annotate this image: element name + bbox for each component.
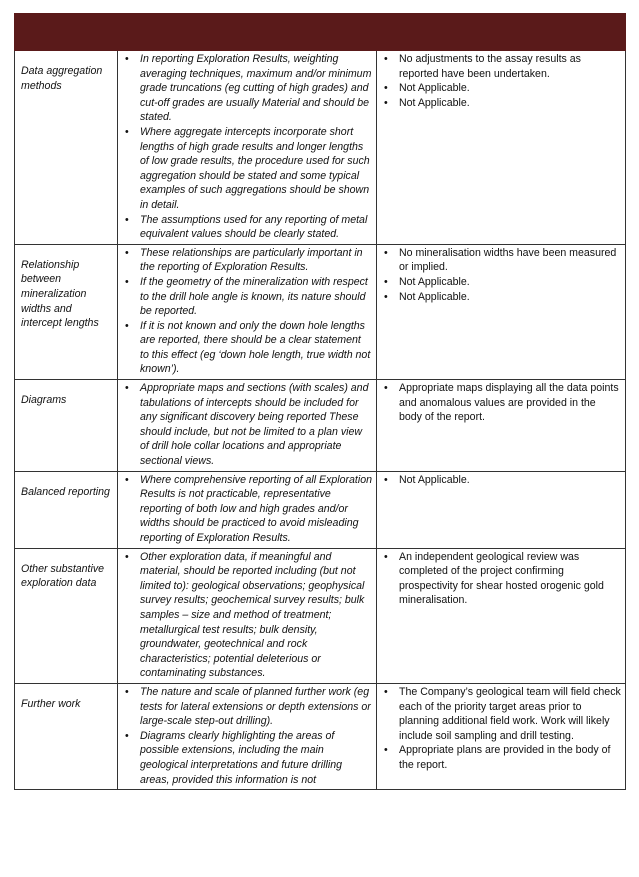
commentary-text: No mineralisation widths have been measured or implied. [399,246,617,274]
criteria-cell [15,683,118,789]
criteria-cell [15,548,118,683]
header-cell-commentary [377,14,626,51]
bullet-icon: • [384,96,388,109]
bullet-icon: • [125,53,129,65]
header-cell-explanation [118,14,377,51]
bullet-icon: • [384,550,388,563]
criteria-cell [15,380,118,472]
explanation-list [118,246,372,377]
explanation-text: Diagrams clearly highlighting the areas of possible extensions, including the main geological interpretations and future drilling areas, provided this information is not [140,729,342,786]
explanation-text: Appropriate maps and sections (with scales) and tabulations of intercepts should be included for any significant discovery being reported These should include, but not be limited to a plan view of drill hole collar locations and appropriate sectional views. [140,382,369,468]
explanation-list [118,381,372,469]
commentary-cell [377,548,626,683]
table-row [15,51,626,245]
bullet-icon: • [125,685,129,698]
list-item [384,96,621,111]
list-item [384,550,621,608]
list-item [125,52,372,125]
commentary-text: No adjustments to the assay results as reported have been undertaken. [399,53,581,80]
bullet-icon: • [384,744,388,757]
explanation-text: The assumptions used for any reporting of metal equivalent values should be clearly stated. [140,213,368,241]
commentary-cell [377,471,626,548]
explanation-list [118,550,372,681]
bullet-icon: • [384,275,388,288]
criteria-label: Data aggregation methods [21,65,103,92]
table-row [15,683,626,789]
list-item [384,246,621,275]
explanation-text: The nature and scale of planned further work (eg tests for lateral extensions or depth extensions or large-scale step-out drilling). [140,685,371,728]
explanation-cell [118,471,377,548]
table-row [15,548,626,683]
explanation-list [118,52,372,242]
list-item [384,290,621,305]
bullet-icon: • [384,53,388,65]
list-item [384,685,621,743]
explanation-text: Where comprehensive reporting of all Exploration Results is not practicable, representative reporting of both low and high grades and/or widths should be practiced to avoid misleading reporting of Exploration Results. [140,473,373,544]
explanation-list [118,473,372,546]
explanation-text: Where aggregate intercepts incorporate short lengths of high grade results and longer lengths of low grade results, the procedure used for such aggregation should be stated and some typical examples of such aggregations should be shown in detail. [140,125,370,211]
bullet-icon: • [125,729,129,742]
bullet-icon: • [384,685,388,698]
commentary-text: Not Applicable. [399,473,470,486]
bullet-icon: • [125,275,129,288]
commentary-cell [377,51,626,245]
explanation-text: If it is not known and only the down hole lengths are reported, there should be a clear statement to this effect (eg ‘down hole length, true width not known’). [140,319,371,376]
criteria-cell [15,51,118,245]
jorc-table [14,13,626,790]
bullet-icon: • [384,382,388,395]
commentary-text: Appropriate maps displaying all the data points and anomalous values are provided in the body of the report. [399,382,619,424]
list-item [125,381,372,469]
list-item [384,743,621,772]
criteria-label: Diagrams [21,394,67,407]
list-item [125,125,372,213]
explanation-cell [118,51,377,245]
commentary-list [377,550,621,608]
commentary-list [377,246,621,304]
bullet-icon: • [125,319,129,332]
bullet-icon: • [125,246,129,259]
commentary-text: Appropriate plans are provided in the body of the report. [399,744,611,771]
bullet-icon: • [125,213,129,226]
list-item [384,81,621,96]
explanation-cell [118,244,377,379]
bullet-icon: • [125,125,129,138]
explanation-cell [118,380,377,472]
list-item [125,729,372,787]
explanation-text: These relationships are particularly important in the reporting of Exploration Results. [140,246,363,274]
list-item [125,246,372,275]
header-cell-criteria [15,14,118,51]
list-item [125,319,372,377]
commentary-text: Not Applicable. [399,96,470,109]
criteria-label: Balanced reporting [21,485,110,498]
criteria-label: Further work [21,697,81,710]
commentary-text: Not Applicable. [399,82,470,95]
explanation-cell [118,683,377,789]
table-row [15,244,626,379]
commentary-list [377,52,621,110]
explanation-cell [118,548,377,683]
list-item [384,473,621,488]
commentary-list [377,381,621,425]
table-row [15,380,626,472]
commentary-cell [377,683,626,789]
commentary-text: The Company’s geological team will field check each of the priority target areas prior to planning additional field work. Work will likely include soil sampling and drill testing. [399,685,621,742]
commentary-cell [377,244,626,379]
explanation-list [118,685,372,787]
list-item [125,213,372,242]
commentary-list [377,685,621,773]
list-item [125,685,372,729]
table-header-row [15,14,626,51]
bullet-icon: • [125,382,129,395]
table-row [15,471,626,548]
bullet-icon: • [384,473,388,486]
criteria-cell [15,471,118,548]
bullet-icon: • [125,473,129,486]
bullet-icon: • [384,290,388,303]
commentary-cell [377,380,626,472]
explanation-text: In reporting Exploration Results, weighting averaging techniques, maximum and/or minimum grade truncations (eg cutting of high grades) and cut-off grades are usually Material and should be stated. [140,53,372,124]
list-item [384,381,621,425]
commentary-list [377,473,621,488]
list-item [384,275,621,290]
bullet-icon: • [125,550,129,563]
list-item [384,52,621,81]
commentary-text: Not Applicable. [399,275,470,288]
explanation-text: If the geometry of the mineralization with respect to the drill hole angle is known, its nature should be reported. [140,275,368,318]
bullet-icon: • [384,246,388,259]
bullet-icon: • [384,82,388,95]
commentary-text: An independent geological review was completed of the project confirming prospectivity for shear hosted orogenic gold mineralisation. [399,550,604,607]
explanation-text: Other exploration data, if meaningful and material, should be reported including (but not limited to): geological observations; geophysical survey results; geochemical survey results; bulk samples – size and method of treatment; metallurgical test results; bulk density, groundwater, geotechnical and rock characteristics; potential deleterious or contaminating substances. [140,550,365,680]
criteria-cell [15,244,118,379]
list-item [125,275,372,319]
commentary-text: Not Applicable. [399,290,470,303]
jorc-table-page [14,13,626,790]
list-item [125,473,373,546]
criteria-label: Other substantive exploration data [21,562,105,590]
criteria-label: Relationship between mineralization widths and intercept lengths [21,258,99,330]
list-item [125,550,372,681]
